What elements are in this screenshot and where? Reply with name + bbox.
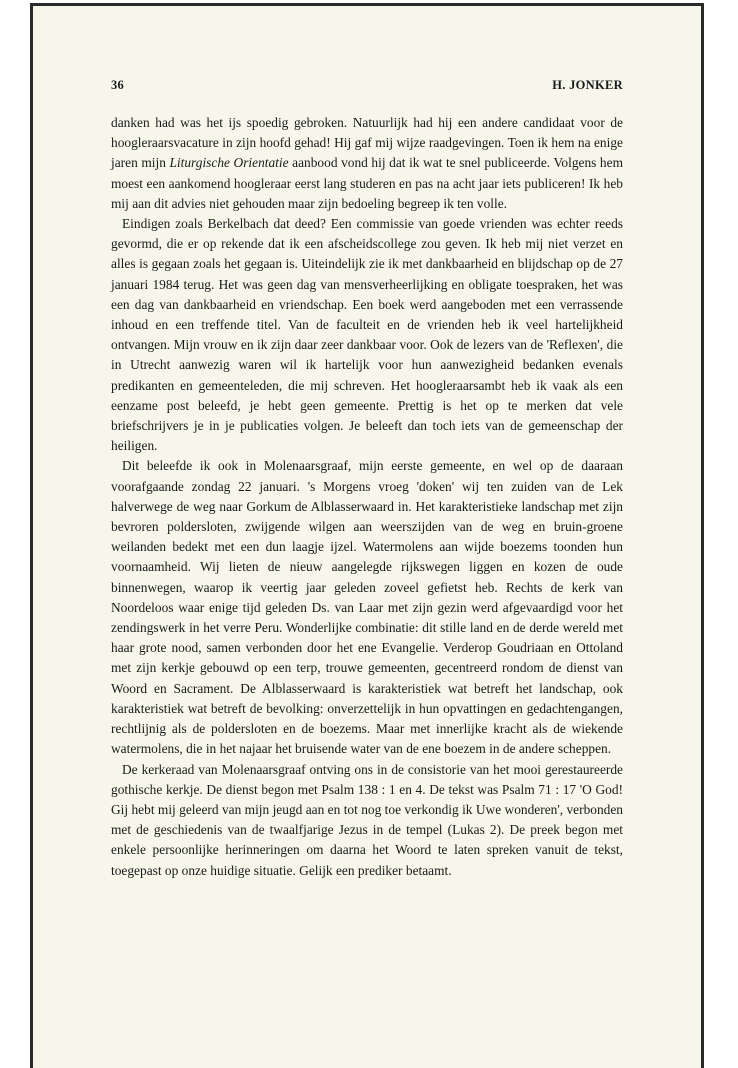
paragraph-4: De kerkeraad van Molenaarsgraaf ontving ons in de consistorie van het mooi gerestaureerde gothische kerkje. De dienst begon met Psalm 138 : 1 en 4. De tekst was Psalm 71 : 17 'O God! Gij hebt mij geleerd van mijn jeugd aan en tot nog toe verkondig ik Uwe wonderen', verbonden met de geschiedenis van de twaalfjarige Jezus in de tempel (Lukas 2). De preek begon met enkele persoonlijke herinneringen om daarna het Woord te laten spreken vanuit de tekst, toegepast op onze huidige situatie. Gelijk een prediker betaamt.	[111, 761, 623, 878]
running-title: H. JONKER	[552, 78, 623, 92]
paragraph-1	[111, 113, 623, 214]
paragraph-1-before: danken had was het ijs spoedig gebroken. Natuurlijk had hij een andere candidaat voor de hoogleraarsvacature in zijn hoofd gehad! Hij gaf mij wijze raadgevingen. Toen ik hem na enige jaren mijn	[111, 115, 623, 171]
paragraph-3: Dit beleefde ik ook in Molenaarsgraaf, mijn eerste gemeente, en wel op de daaraan voorafgaande zondag 22 januari. 's Morgens vroeg 'doken' wij ten zuiden van de Lek halverwege de weg naar Gorkum de Alblasserwaard in. Het karakteristieke landschap met zijn bevroren poldersloten, zwijgende wilgen aan weerszijden van de weg en bruin-groene weilanden bedekt met een dun laagje ijzel. Watermolens aan wijde boezems toonden hun voornaamheid. Wij lieten de nieuw aangelegde rijkswegen liggen en kozen de oude binnenwegen, waarop ik veertig jaar geleden zoveel gefietst heb. Rechts de kerk van Noordeloos waar enige tijd geleden Ds. van Laar met zijn gezin werd afgevaardigd voor het zendingswerk in het verre Peru. Wonderlijke combinatie: dit stille land en de derde wereld met haar grote nood, samen verbonden door het ene Evangelie. Verderop Goudriaan en Ottoland met zijn kerkje gebouwd op een terp, trouwe gemeenten, gecentreerd rondom de dienst van Woord en Sacrament. De Alblasserwaard is karakteristiek wat betreft het landschap, ook karakteristiek wat betreft de bevolking: onverzettelijk in hun opvattingen en gedachtengangen, rechtlijnig als de poldersloten en de boezems. Maar met innerlijke kracht als de wiekende watermolens, die in het najaar het bruisende water van de ene boezem in de andere scheppen.	[111, 458, 623, 757]
book-page	[111, 78, 623, 881]
paragraph-2: Eindigen zoals Berkelbach dat deed? Een commissie van goede vrienden was echter reeds gevormd, die er op rekende dat ik een afscheidscollege zou geven. Ik heb mij niet verzet en alles is gegaan zoals het gegaan is. Uiteindelijk zie ik met dankbaarheid en blijdschap op de 27 januari 1984 terug. Het was geen dag van mensverheerlijking en obligate toespraken, het was een dag van dankbaarheid en vriendschap. Een boek werd aangeboden met een verrassende inhoud en een treffende titel. Van de faculteit en de vrienden heb ik veel hartelijkheid ontvangen. Mijn vrouw en ik zijn daar zeer dankbaar voor. Ook de lezers van de 'Reflexen', die in Utrecht aanwezig waren wil ik hartelijk voor hun aanwezigheid bedanken evenals predikanten en gemeenteleden, die mij schreven. Het hoogleraarsambt heb ik vaak als een eenzame post beleefd, je hebt geen gemeente. Prettig is het op te merken dat vele briefschrijvers je in je publicaties volgen. Je beleeft dan toch iets van de gemeenschap der heiligen.	[111, 216, 623, 454]
paragraph-1-after: aanbood vond hij dat ik wat te snel publiceerde. Volgens hem moest een aankomend hoogleraar eerst lang studeren en pas na acht jaar iets publiceren! Ik heb mij aan dit advies niet gehouden maar zijn bedoeling begreep ik ten volle.	[111, 155, 623, 211]
page-number: 36	[111, 78, 125, 92]
book-title-italic: Liturgische Orientatie	[169, 155, 289, 171]
body-text	[111, 113, 623, 881]
running-header	[111, 78, 623, 93]
